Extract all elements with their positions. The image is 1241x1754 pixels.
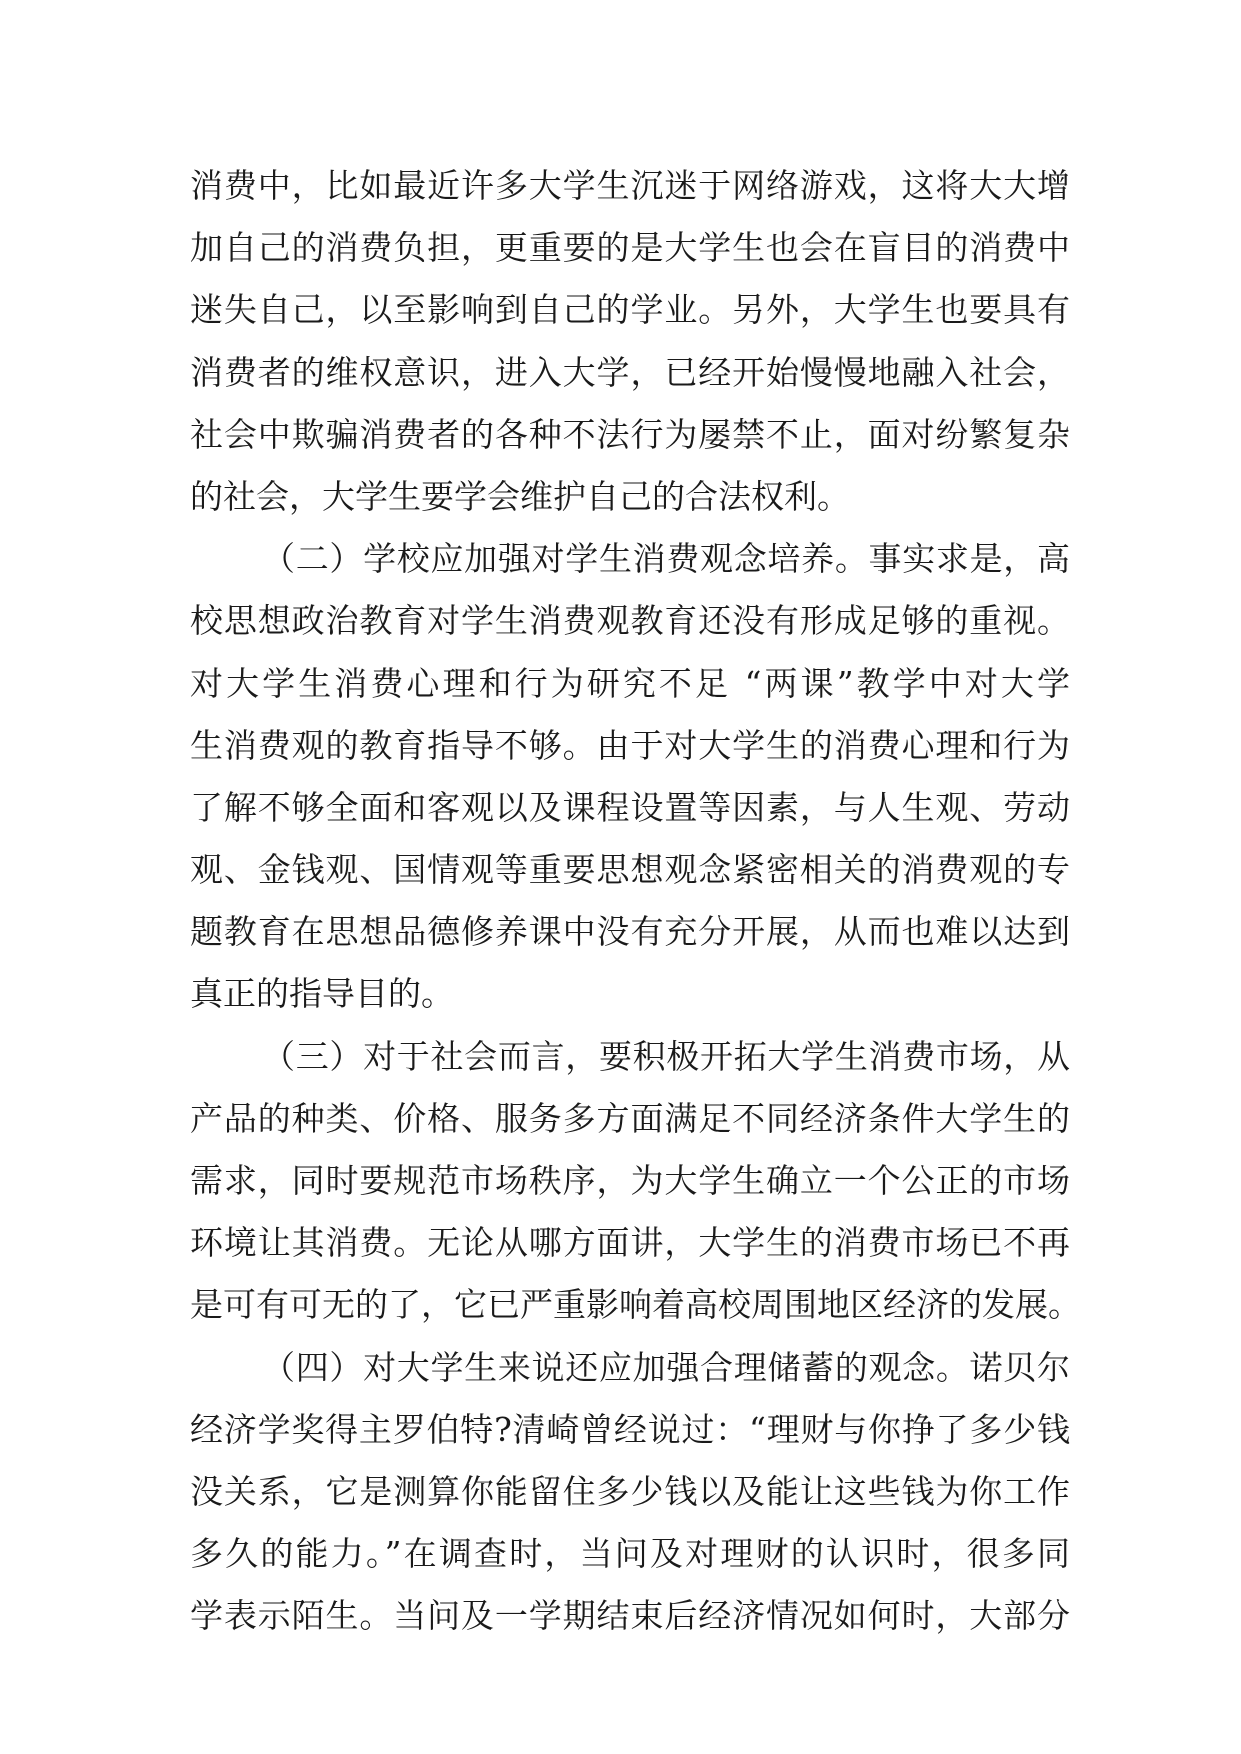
text-line: 产品的种类、价格、服务多方面满足不同经济条件大学生的 [190,1098,1070,1138]
text-line: 需求，同时要规范市场秩序，为大学生确立一个公正的市场 [190,1161,1070,1200]
text-line: 校思想政治教育对学生消费观教育还没有形成足够的重视。 [190,601,1070,641]
text-line: 学表示陌生。当问及一学期结束后经济情况如何时，大部分 [190,1596,1070,1636]
text-line: 加自己的消费负担，更重要的是大学生也会在盲目的消费中 [190,228,1070,268]
text-line: 观、金钱观、国情观等重要思想观念紧密相关的消费观的专 [190,850,1070,890]
text-line: 多久的能力。”在调查时，当问及对理财的认识时，很多同 [190,1534,1070,1574]
section-heading-line: （四）对大学生来说还应加强合理储蓄的观念。诺贝尔 [262,1347,1070,1387]
text-line: 经济学奖得主罗伯特?清崎曾经说过：“理财与你挣了多少钱 [190,1409,1070,1449]
section-heading-line: （三）对于社会而言，要积极开拓大学生消费市场，从 [262,1036,1070,1076]
text-line: 是可有可无的了，它已严重影响着高校周围地区经济的发展。 [190,1285,1081,1325]
text-line: 真正的指导目的。 [190,974,454,1014]
text-line: 的社会，大学生要学会维护自己的合法权利。 [190,476,850,516]
text-line: 迷失自己，以至影响到自己的学业。另外，大学生也要具有 [190,290,1070,330]
text-line: 环境让其消费。无论从哪方面讲，大学生的消费市场已不再 [190,1223,1070,1263]
text-line: 生消费观的教育指导不够。由于对大学生的消费心理和行为 [190,725,1070,765]
text-line: 消费中，比如最近许多大学生沉迷于网络游戏，这将大大增 [190,166,1070,205]
text-line: 对大学生消费心理和行为研究不足 “两课”教学中对大学 [190,663,1070,703]
text-line: 题教育在思想品德修养课中没有充分开展，从而也难以达到 [190,912,1070,952]
section-heading-line: （二）学校应加强对学生消费观念培养。事实求是，高 [262,539,1070,579]
text-line: 社会中欺骗消费者的各种不法行为屡禁不止，面对纷繁复杂 [190,414,1070,454]
text-line: 了解不够全面和客观以及课程设置等因素，与人生观、劳动 [190,787,1070,827]
body-text [190,155,1081,1648]
text-line: 没关系，它是测算你能留住多少钱以及能让这些钱为你工作 [190,1471,1070,1511]
text-line: 消费者的维权意识，进入大学，已经开始慢慢地融入社会， [190,352,1070,392]
